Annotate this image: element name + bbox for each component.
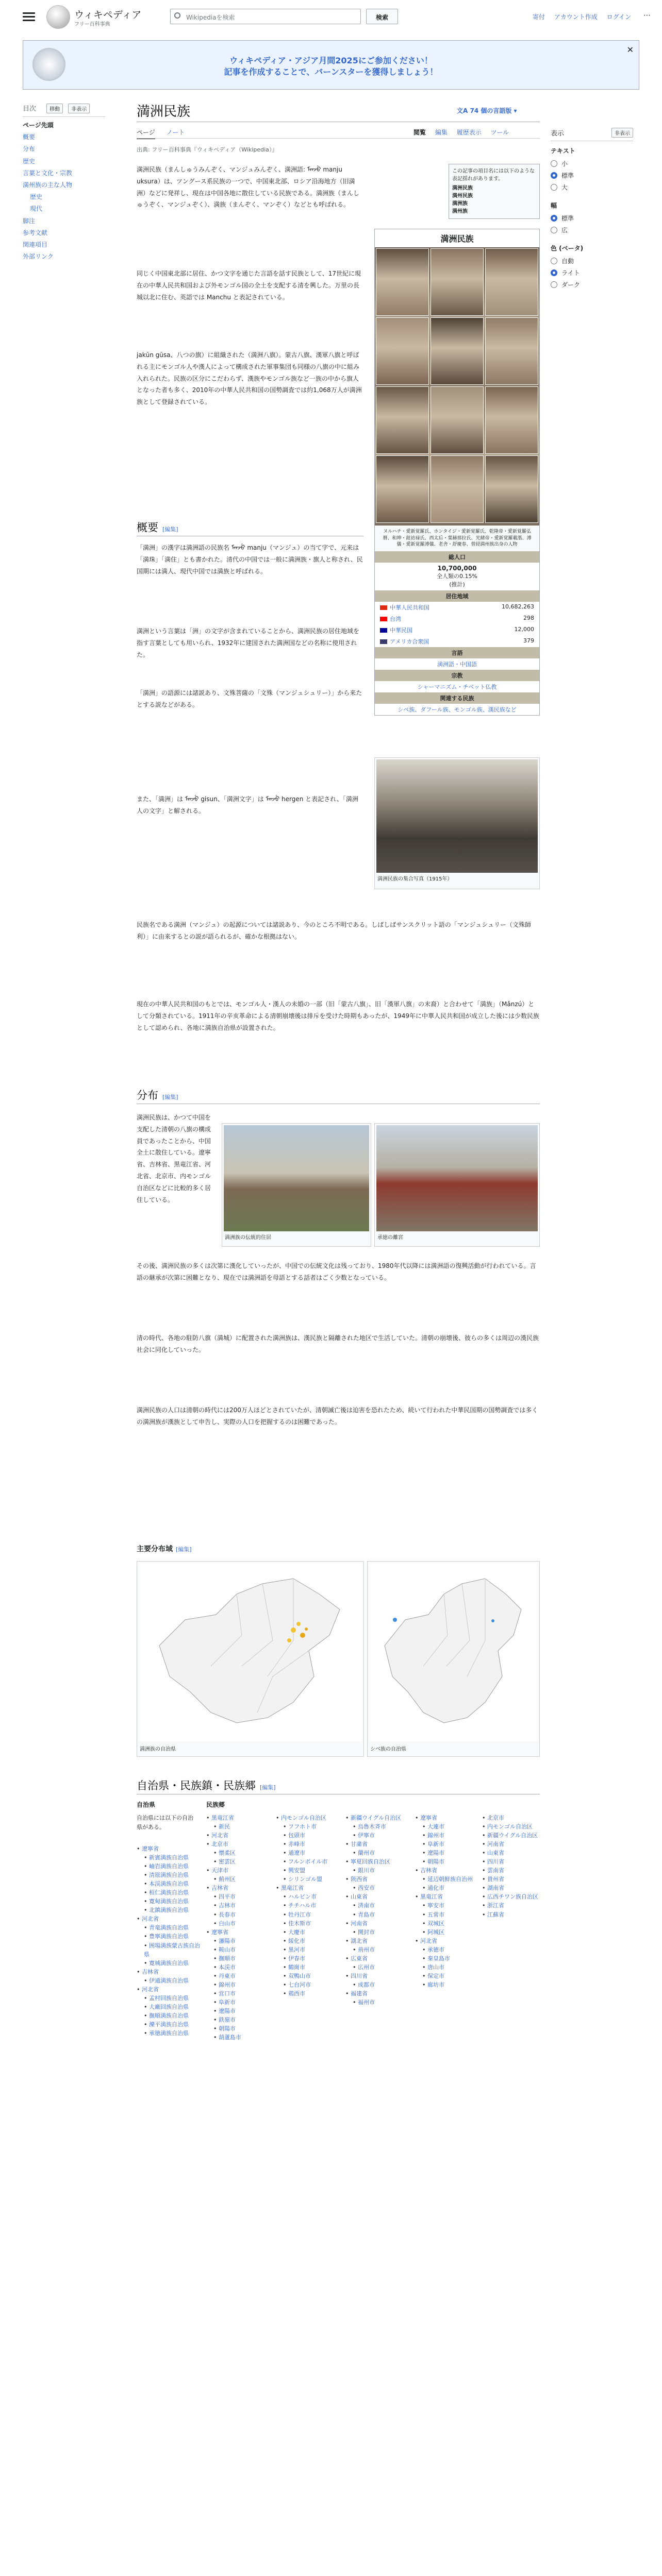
from-line: 出典: フリー百科事典『ウィキペディア（Wikipedia）』	[137, 146, 278, 153]
tab-edit[interactable]: 編集	[435, 129, 448, 136]
list-item[interactable]: • 河北省	[206, 1831, 271, 1840]
list-column	[482, 1814, 540, 1919]
list-item[interactable]: • 寧安市	[415, 1901, 477, 1910]
color-group	[551, 244, 633, 289]
appearance-hide-button[interactable]: 非表示	[611, 128, 633, 138]
list-item[interactable]: • 内モンゴル自治区	[276, 1814, 340, 1822]
region-name[interactable]: アメリカ合衆国	[390, 638, 429, 645]
distribution-paragraph: 満洲民族の人口は清朝の時代には200万人ほどとされていたが、清朝滅亡後は迫害を恐れたため、続いて行われた中華民国期の国勢調査では多くの満洲族が漢族として申告し、実際の人口を把握するのは困難であった。	[137, 1406, 538, 1426]
list-item[interactable]: • 烏魯木斉市	[345, 1822, 410, 1831]
list-item[interactable]: • 牡丹江市	[276, 1910, 340, 1919]
list-item[interactable]: • 北京市	[206, 1840, 271, 1849]
edit-link: [編集]	[260, 1784, 276, 1791]
list-item[interactable]: • 吉林市	[206, 1901, 271, 1910]
appearance-header	[551, 128, 633, 141]
list-item[interactable]: • 双鴨山市	[276, 1972, 340, 1980]
list-column	[345, 1814, 410, 2007]
toc-item[interactable]: ページ先頭	[23, 122, 54, 129]
list-item[interactable]: • 清原満族自治県	[137, 1871, 201, 1879]
list-item[interactable]: • 承徳市	[415, 1945, 477, 1954]
search-icon	[174, 12, 180, 19]
religion-value[interactable]: シャーマニズム・チベット仏教	[375, 681, 539, 692]
list-item[interactable]: • 新賓満族自治県	[137, 1853, 201, 1862]
width-standard-radio[interactable]: 標準	[551, 214, 633, 223]
list-item[interactable]: • 延辺朝鮮族自治州	[415, 1875, 477, 1884]
wikipedia-logo-icon[interactable]	[46, 5, 70, 29]
logo-wordmark[interactable]: ウィキペディア	[74, 9, 142, 21]
toc-item[interactable]: 関連項目	[23, 241, 48, 248]
list-item[interactable]: • 伊春市	[276, 1954, 340, 1963]
list-item[interactable]: • 内モンゴル自治区	[482, 1822, 540, 1831]
login-link[interactable]: ログイン	[606, 13, 631, 21]
overview-paragraph: 「満洲」の語源には諸説あり、文殊菩薩の「文殊（マンジュシュリー）」から来たとする説などがある。	[137, 689, 362, 708]
population-share: 全人類の0.15%	[437, 572, 477, 580]
group-photo-thumb[interactable]	[374, 757, 540, 889]
list-item[interactable]: • 興安盟	[276, 1866, 340, 1875]
list-item[interactable]: • 福建省	[345, 1989, 410, 1998]
list-item[interactable]: • 五常市	[415, 1910, 477, 1919]
text-small-radio[interactable]: 小	[551, 159, 633, 168]
region-value: 379	[523, 637, 534, 644]
width-wide-radio[interactable]: 広	[551, 226, 633, 234]
list-column	[206, 1814, 271, 2042]
portrait-photo[interactable]	[485, 455, 538, 523]
list-item[interactable]: • 大連市	[415, 1822, 477, 1831]
tab-read[interactable]: 閲覧	[413, 129, 426, 136]
tab-talk[interactable]: ノート	[166, 129, 185, 136]
list-item[interactable]: • 新疆ウイグル自治区	[482, 1831, 540, 1840]
overview-paragraph: 満洲という言葉は「洲」の文字が含まれていることから、満洲民族の居住地域を指す言葉としても用いられ、1932年に建国された満洲国などの名称に使用された。	[137, 628, 360, 658]
list-item[interactable]: • 綏化市	[276, 1937, 340, 1945]
regions-list	[375, 602, 539, 647]
list-item[interactable]: • 吉林省	[415, 1866, 477, 1875]
list-item[interactable]: • 四川省	[345, 1972, 410, 1980]
list-item[interactable]: • 営口市	[206, 1989, 271, 1998]
list-item[interactable]: • 荊州市	[345, 1945, 410, 1954]
toc-item[interactable]: 現代	[30, 205, 43, 213]
list-item[interactable]: • 済南市	[345, 1901, 410, 1910]
portrait-photo[interactable]	[431, 455, 484, 523]
list-item[interactable]: • 青竜満族自治県	[137, 1923, 201, 1932]
list-item[interactable]: • 新民	[206, 1822, 271, 1831]
list-item[interactable]: • 河南省	[345, 1919, 410, 1928]
region-name[interactable]: 中華人民共和国	[390, 604, 429, 611]
text-size-group	[551, 146, 633, 192]
list-item[interactable]: • 貴州省	[482, 1875, 540, 1884]
list-item[interactable]: • 四平市	[206, 1892, 271, 1901]
list-item[interactable]: • 山東省	[345, 1892, 410, 1901]
portrait-photo[interactable]	[376, 386, 429, 454]
toc-item[interactable]: 満州族の主な人物	[23, 181, 73, 189]
section-heading-overview: 概要 [編集]	[137, 521, 178, 534]
distribution-paragraph: その後、満洲民族の多くは次第に漢化していったが、中国での伝統文化は残っており、1980年代以降には満洲語の復興活動が行われている。言語の継承が次第に困難となり、現在では満洲語を母語とする話者はごく少数となっている。	[137, 1262, 536, 1281]
toc-item[interactable]: 参考文献	[23, 229, 48, 236]
palace-photo[interactable]	[376, 1125, 538, 1231]
list-item[interactable]: • 甘粛省	[345, 1840, 410, 1849]
group-photo[interactable]	[376, 759, 538, 873]
notice-items	[452, 184, 536, 215]
religion-header: 宗教	[375, 670, 539, 681]
list-item[interactable]: • 佳木斯市	[276, 1919, 340, 1928]
dwelling-photo[interactable]	[224, 1125, 369, 1231]
portrait-photo[interactable]	[485, 386, 538, 454]
tabs-divider	[137, 138, 540, 139]
list-item[interactable]: • 寧夏回族自治区	[345, 1857, 410, 1866]
toc-item[interactable]: 言葉と文化・宗教	[23, 169, 73, 177]
list-item[interactable]: • 広東省	[345, 1954, 410, 1963]
edit-link: [編集]	[162, 526, 178, 533]
map-thumb-manchu[interactable]	[137, 1561, 364, 1757]
color-light-radio[interactable]: ライト	[551, 268, 633, 277]
toc-item[interactable]: 概要	[23, 133, 36, 141]
color-dark-radio[interactable]: ダーク	[551, 280, 633, 289]
toc-item[interactable]: 歴史	[30, 193, 43, 201]
related-value[interactable]: シベ族、ダフール族、モンゴル族、漢民族など	[375, 704, 539, 715]
list-item[interactable]: • 大廠回族自治県	[137, 2003, 201, 2011]
list-item[interactable]: • 鞍山市	[206, 1945, 271, 1954]
population-total: 10,700,000	[437, 564, 477, 572]
banner-subtitle[interactable]: 記事を作成することで、バーンスターを獲得しましょう！	[224, 67, 438, 77]
list-item[interactable]: • 寛甸満族自治県	[137, 1897, 201, 1906]
list-item[interactable]: • 広州市	[345, 1963, 410, 1972]
view-tabs	[406, 128, 509, 137]
language-value[interactable]: 満洲語・中国語	[375, 658, 539, 670]
list-item[interactable]: • 雲南省	[482, 1866, 540, 1875]
width-group	[551, 201, 633, 234]
list-item[interactable]: • 青島市	[345, 1910, 410, 1919]
search-input[interactable]: Wikipediaを検索	[170, 9, 361, 24]
list-item[interactable]: • 囲場満族蒙古族自治県	[137, 1941, 201, 1959]
list-item[interactable]: • 通化市	[415, 1884, 477, 1892]
portrait-photo[interactable]	[376, 317, 429, 385]
tab-page[interactable]: ページ	[137, 129, 155, 139]
list-item[interactable]: • 河北省	[137, 1914, 201, 1923]
flag-icon	[380, 628, 387, 633]
appearance-panel	[551, 128, 633, 298]
overview-paragraph: また、「満洲」は ᠮᠠᠨᠵᡠ gisun、「満洲文字」は ᠮᠠᠨᠵᡠ hergen と表記され、「満洲人の文字」と解される。	[137, 795, 358, 815]
flag-icon	[380, 605, 387, 610]
map-thumb-xibe[interactable]	[367, 1561, 540, 1757]
dwelling-photo-caption: 満洲族の伝統的住居	[225, 1235, 271, 1241]
list-item[interactable]: • 豊寧満族自治県	[137, 1932, 201, 1941]
portrait-collage[interactable]	[375, 247, 539, 526]
toc-header	[23, 103, 105, 117]
donate-link[interactable]: 寄付	[533, 13, 545, 21]
list-item[interactable]: • 大慶市	[276, 1928, 340, 1937]
sub-heading-township: 民族郷	[206, 1801, 225, 1808]
list-item[interactable]: • 天津市	[206, 1866, 271, 1875]
toc-item[interactable]: 分布	[23, 145, 36, 153]
list-item[interactable]: • 錦州市	[415, 1831, 477, 1840]
overview-paragraph: 「満洲」の漢字は満洲語の民族名 ᠮᠠᠨᠵᡠ manju（マンジュ）の当て字で、元来は「満珠」「満住」とも書かれた。清代の中国では一般に満洲族・旗人と称され、民国期には満人、現代中国では満族と呼ばれる。	[137, 544, 363, 575]
list-item[interactable]: • 通遼市	[276, 1849, 340, 1857]
list-column	[276, 1814, 340, 1998]
region-value: 10,682,263	[502, 603, 534, 610]
list-item[interactable]: • 錦州市	[206, 1980, 271, 1989]
create-account-link[interactable]: アカウント作成	[554, 13, 598, 21]
notice-text: この記事の項目名には以下のような表記揺れがあります。	[452, 168, 535, 182]
text-standard-radio[interactable]: 標準	[551, 171, 633, 180]
list-item[interactable]: • シリンゴル盟	[276, 1875, 340, 1884]
list-item[interactable]: • 吉林省	[206, 1884, 271, 1892]
portrait-photo[interactable]	[485, 248, 538, 316]
china-map-xibe[interactable]	[369, 1563, 538, 1741]
text-large-radio[interactable]: 大	[551, 183, 633, 192]
close-icon[interactable]: ✕	[626, 45, 634, 55]
list-item[interactable]: • 白山市	[206, 1919, 271, 1928]
infobox	[374, 229, 540, 716]
list-item[interactable]: • 葫蘆島市	[206, 2033, 271, 2042]
list-item[interactable]: • ハルビン市	[276, 1892, 340, 1901]
campaign-banner	[23, 40, 639, 90]
list-item[interactable]: • 西安市	[345, 1884, 410, 1892]
notice-item: 満州民族	[452, 193, 473, 199]
list-item[interactable]: • フフホト市	[276, 1822, 340, 1831]
sub-heading-county: 自治県	[137, 1801, 156, 1808]
section-heading-autonomous: 自治県・民族鎮・民族郷 [編集]	[137, 1780, 276, 1792]
list-item[interactable]: • 薊州区	[206, 1875, 271, 1884]
list-item[interactable]: • 成都市	[345, 1980, 410, 1989]
notice-item: 満洲民族	[452, 185, 473, 191]
palace-photo-thumb[interactable]	[374, 1123, 540, 1247]
list-item[interactable]: • 北京市	[482, 1814, 540, 1822]
portrait-photo[interactable]	[376, 248, 429, 316]
namespace-tabs	[137, 128, 194, 137]
region-value: 298	[523, 614, 534, 621]
list-item[interactable]: • 包頭市	[276, 1831, 340, 1840]
list-item[interactable]: • 河南省	[482, 1840, 540, 1849]
region-row	[375, 624, 539, 636]
portrait-photo[interactable]	[485, 317, 538, 385]
region-name[interactable]: 中華民国	[390, 626, 412, 634]
toc-list	[23, 121, 105, 261]
list-item[interactable]: • 銀川市	[345, 1866, 410, 1875]
portrait-photo[interactable]	[431, 317, 484, 385]
list-item[interactable]: • 遼陽市	[206, 2007, 271, 2015]
list-item[interactable]: • 秦皇島市	[415, 1954, 477, 1963]
list-item[interactable]: • 岫岩満族自治県	[137, 1862, 201, 1871]
intro-paragraph: jakūn gūsa、八つの旗）に組織された（満洲八旗）。蒙古八旗、漢軍八旗と呼ばれる主にモンゴル人や漢人によって構成された軍事集団も同様の八旗の中に組み入れられた。民族の区分にこだわらず、漢族やモンゴル族など一族の中から旗人となった者も多く、2010年の中華人民共和国の国勢調査では約1,068万人が満洲族として登録されている。	[137, 351, 362, 406]
flag-icon	[380, 617, 387, 621]
list-item[interactable]: • 浙江省	[482, 1901, 540, 1910]
toc-move-button[interactable]: 移動	[46, 104, 63, 113]
portrait-photo[interactable]	[431, 386, 484, 454]
list-item[interactable]: • 承徳満族自治県	[137, 2029, 201, 2038]
list-item[interactable]: • 保定市	[415, 1972, 477, 1980]
name-variant-notice	[449, 164, 540, 219]
portrait-photo[interactable]	[376, 455, 429, 523]
intro-paragraph: 同じく中国東北部に居住、かつ文字を通じた言語を話す民族として、17世紀に現在の中華人民共和国および外モンゴル国の全土を支配する清を興した。万里の長城以北に住む、英語では Manchu と表記されている。	[137, 270, 361, 301]
infobox-caption: ヌルハチ・愛新覚羅氏、ホンタイジ・愛新覚羅氏、乾隆帝・愛新覚羅弘暦、和珅・鈕祜禄氏、西太后・葉赫那拉氏、光緒帝・愛新覚羅載湉、溥儀・愛新覚羅溥儀、老舎・舒慶春、曾経満州族出身の人物	[383, 529, 532, 548]
list-item[interactable]: • 双城区	[415, 1919, 477, 1928]
list-item[interactable]: • 河北省	[137, 1985, 201, 1994]
banner-title[interactable]: ウィキペディア・アジア月間2025にご参加ください！	[229, 56, 433, 65]
list-column	[415, 1814, 477, 1989]
list-item[interactable]: • 鶏西市	[276, 1989, 340, 1998]
list-item[interactable]: • 阜新市	[206, 1998, 271, 2007]
edit-link: [編集]	[162, 1094, 178, 1100]
list-item[interactable]: • 広西チワン族自治区	[482, 1892, 540, 1901]
overview-paragraph: 民族名である満洲（マンジュ）の起源については諸説あり、今のところ不明である。しばしばサンスクリット語の「マンジュシュリー（文殊師利）」に由来するとの説が語られるが、確かな根拠はない。	[137, 921, 532, 940]
table-of-contents	[23, 103, 105, 264]
toc-item[interactable]: 外部リンク	[23, 253, 54, 261]
list-item[interactable]: • 黒竜江省	[206, 1814, 271, 1822]
tab-history[interactable]: 履歴表示	[456, 129, 482, 136]
list-item[interactable]: • 朝陽市	[415, 1857, 477, 1866]
list-item[interactable]: • 遼陽市	[415, 1849, 477, 1857]
infobox-title: 満洲民族	[375, 229, 539, 247]
list-item[interactable]: • 朝陽市	[206, 2024, 271, 2033]
list-item[interactable]: • 懐柔区	[206, 1849, 271, 1857]
list-item[interactable]: • 撫順市	[206, 1954, 271, 1963]
population-header: 総人口	[375, 551, 539, 563]
color-label: 色 (ベータ)	[551, 245, 584, 252]
toc-item[interactable]: 歴史	[23, 157, 36, 165]
list-item[interactable]: • 唐山市	[415, 1963, 477, 1972]
toc-title: 目次	[23, 105, 37, 113]
list-item[interactable]: • 黒竜江省	[276, 1884, 340, 1892]
text-size-label: テキスト	[551, 147, 575, 155]
list-item[interactable]: • 黒河市	[276, 1945, 340, 1954]
main-menu-icon[interactable]	[23, 10, 35, 23]
notice-item: 満州族	[452, 209, 468, 214]
region-row	[375, 613, 539, 624]
region-value: 12,000	[514, 625, 534, 633]
list-item[interactable]: • 灤平満族自治県	[137, 2020, 201, 2029]
distribution-paragraph: 満洲民族は、かつて中国を支配した清朝の八旗の構成員であったことから、中国全土に散住している。遼寧省、吉林省、黒竜江省、河北省、北京市、内モンゴル自治区などに比較的多く居住している。	[137, 1114, 211, 1204]
list-item[interactable]: • 黒竜江省	[415, 1892, 477, 1901]
site-header	[0, 0, 662, 34]
list-item[interactable]: • 桓仁満族自治県	[137, 1888, 201, 1897]
list-item[interactable]: • 北鎮満族自治県	[137, 1906, 201, 1914]
list-item[interactable]: • 湖南省	[482, 1884, 540, 1892]
search-button[interactable]: 検索	[366, 9, 398, 24]
region-row	[375, 602, 539, 613]
notice-item: 満洲族	[452, 201, 468, 207]
page-title: 満洲民族	[137, 104, 191, 120]
list-item[interactable]: • 陝西省	[345, 1875, 410, 1884]
map-caption: 満洲族の自治県	[140, 1747, 176, 1752]
overview-paragraph: 現在の中華人民共和国のもとでは、モンゴル人・漢人の未婚の一部（旧「蒙古八旗」、旧「漢軍八旗」の末裔）と合わせて「満族」（Mǎnzú）として分類されている。1911年の辛亥革命による清朝崩壊後は排斥を受けた時期もあったが、1949年に中華人民共和国が成立した後には少数民族として認められ、各地に満族自治県が設置された。	[137, 1001, 539, 1031]
list-item[interactable]: • 本渓満族自治県	[137, 1879, 201, 1888]
population-year: (推計)	[449, 581, 465, 588]
list-item[interactable]: • 本渓市	[206, 1963, 271, 1972]
list-item[interactable]: • 遼寧省	[415, 1814, 477, 1822]
list-item[interactable]: • 江蘇省	[482, 1910, 540, 1919]
list-item[interactable]: • 密雲区	[206, 1857, 271, 1866]
toc-item[interactable]: 脚注	[23, 217, 36, 225]
section-heading-main-areas: 主要分布域 [編集]	[137, 1545, 192, 1553]
county-intro: 自治県には以下の自治県がある。	[137, 1815, 193, 1831]
flag-icon	[380, 639, 387, 644]
list-item[interactable]: • 蘭州市	[345, 1849, 410, 1857]
list-item[interactable]: • 四川省	[482, 1857, 540, 1866]
list-item[interactable]: • 新疆ウイグル自治区	[345, 1814, 410, 1822]
list-item[interactable]: • 阜新市	[415, 1840, 477, 1849]
list-item[interactable]: • 孟村回族自治県	[137, 1994, 201, 2003]
list-item[interactable]: • 赤峰市	[276, 1840, 340, 1849]
region-name[interactable]: 台湾	[390, 615, 401, 622]
regions-header: 居住地域	[375, 590, 539, 602]
color-auto-radio[interactable]: 自動	[551, 257, 633, 265]
group-photo-caption: 満洲民族の集合写真（1915年）	[377, 876, 453, 882]
list-item[interactable]: • 福州市	[345, 1998, 410, 2007]
related-header: 関連する民族	[375, 692, 539, 704]
list-item[interactable]: • フルンボイル市	[276, 1857, 340, 1866]
map-caption: シベ族の自治県	[370, 1747, 406, 1752]
region-row	[375, 636, 539, 647]
list-item[interactable]: • 河北省	[415, 1937, 477, 1945]
edit-link: [編集]	[176, 1546, 192, 1553]
language-button[interactable]: 文A 74 個の言語版 ▾	[457, 107, 517, 114]
palace-photo-caption: 承徳の離宮	[377, 1235, 403, 1241]
list-item[interactable]: • 遼寧省	[206, 1928, 271, 1937]
list-column	[137, 1844, 201, 2038]
appearance-title: 表示	[551, 130, 565, 138]
dwelling-photo-thumb[interactable]	[222, 1123, 371, 1247]
list-item[interactable]: • 山東省	[482, 1849, 540, 1857]
toc-hide-button[interactable]: 非表示	[68, 104, 90, 113]
list-item[interactable]: • 七台河市	[276, 1980, 340, 1989]
user-menu-icon[interactable]: ⋯	[643, 11, 651, 20]
list-item[interactable]: • 阿城区	[415, 1928, 477, 1937]
list-item[interactable]: • 遼寧省	[137, 1844, 201, 1853]
width-label: 幅	[551, 202, 557, 209]
list-item[interactable]: • 吉林省	[137, 1968, 201, 1976]
language-header: 言語	[375, 647, 539, 658]
list-item[interactable]: • 鶴崗市	[276, 1963, 340, 1972]
tab-tools[interactable]: ツール	[490, 129, 509, 136]
logo-tagline: フリー百科事典	[74, 22, 110, 27]
list-item[interactable]: • 開封市	[345, 1928, 410, 1937]
list-item[interactable]: • チチハル市	[276, 1901, 340, 1910]
list-item[interactable]: • 廊坊市	[415, 1980, 477, 1989]
personal-links	[525, 12, 631, 21]
section-heading-distribution: 分布 [編集]	[137, 1089, 178, 1101]
intro-paragraph: 満洲民族（まんしゅうみんぞく、マンジュみんぞく、満洲語: ᠮᠠᠨᠵᡠ manju uksura）は、ツングース系民族の一つで、中国東北部、ロシア沿海地方（旧満洲）などに発祥し、現在は中国各地に散住している民族である。満洲族（まんしゅうぞく、マンジュぞく）、満族（まんぞく、マンぞく）などとも呼ばれる。	[137, 166, 360, 209]
china-map-manchu[interactable]	[139, 1563, 362, 1741]
distribution-paragraph: 清の時代、各地の駐防八旗（満城）に配置された満洲族は、漢民族と隔離された地区で生活していた。清朝の崩壊後、彼らの多くは周辺の漢民族社会に同化していった。	[137, 1334, 539, 1353]
portrait-photo[interactable]	[431, 248, 484, 316]
list-item[interactable]: • 湖北省	[345, 1937, 410, 1945]
list-item[interactable]: • 伊通満族自治県	[137, 1976, 201, 1985]
list-item[interactable]: • 伊寧市	[345, 1831, 410, 1840]
list-item[interactable]: • 寛城満族自治県	[137, 1959, 201, 1968]
list-item[interactable]: • 撫順満族自治県	[137, 2011, 201, 2020]
list-item[interactable]: • 鉄嶺市	[206, 2015, 271, 2024]
list-item[interactable]: • 長春市	[206, 1910, 271, 1919]
list-item[interactable]: • 瀋陽市	[206, 1937, 271, 1945]
list-item[interactable]: • 丹東市	[206, 1972, 271, 1980]
population-block	[375, 563, 539, 590]
